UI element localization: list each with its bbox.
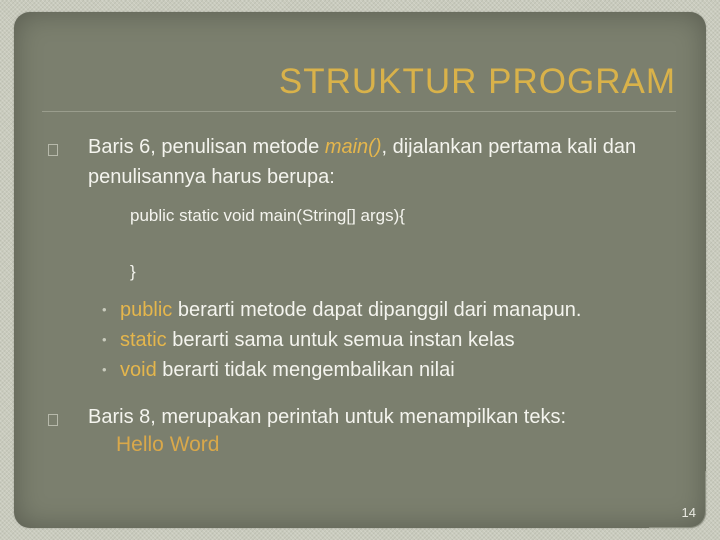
slide <box>14 12 706 528</box>
paragraph-1-after: , dijalankan pertama kali dan penulisannya harus berupa: <box>88 136 637 188</box>
paragraph-1 <box>88 132 688 192</box>
code-line-2: } <box>130 262 136 281</box>
sub-bullet-static-text: berarti sama untuk semua instan kelas <box>166 329 515 351</box>
page-number: 14 <box>681 505 696 520</box>
paragraph-1-before: Baris 6, penulisan metode <box>88 136 325 158</box>
bullet-box-icon <box>48 144 58 156</box>
sub-bullet-static <box>102 325 515 355</box>
title-divider <box>42 111 676 112</box>
paragraph-2: Baris 8, merupakan perintah untuk menampilkan teks: <box>88 406 567 428</box>
keyword-void: void <box>120 359 157 381</box>
keyword-static: static <box>120 329 167 351</box>
sub-bullet-public-text: berarti metode dapat dipanggil dari manapun. <box>172 299 582 321</box>
method-name: main() <box>324 136 382 158</box>
bullet-dot-icon: • <box>102 362 107 377</box>
hello-word-text: Hello Word <box>116 433 220 456</box>
keyword-public: public <box>120 299 173 321</box>
bullet-dot-icon: • <box>102 302 107 317</box>
code-line-1: public static void main(String[] args){ <box>130 206 405 225</box>
corner-decoration <box>649 471 706 528</box>
sub-bullet-public <box>102 295 581 325</box>
bullet-dot-icon: • <box>102 332 107 347</box>
bullet-box-icon <box>48 414 58 426</box>
sub-bullet-void <box>102 355 455 385</box>
sub-bullet-void-text: berarti tidak mengembalikan nilai <box>156 359 455 381</box>
slide-title: STRUKTUR PROGRAM <box>278 62 676 101</box>
